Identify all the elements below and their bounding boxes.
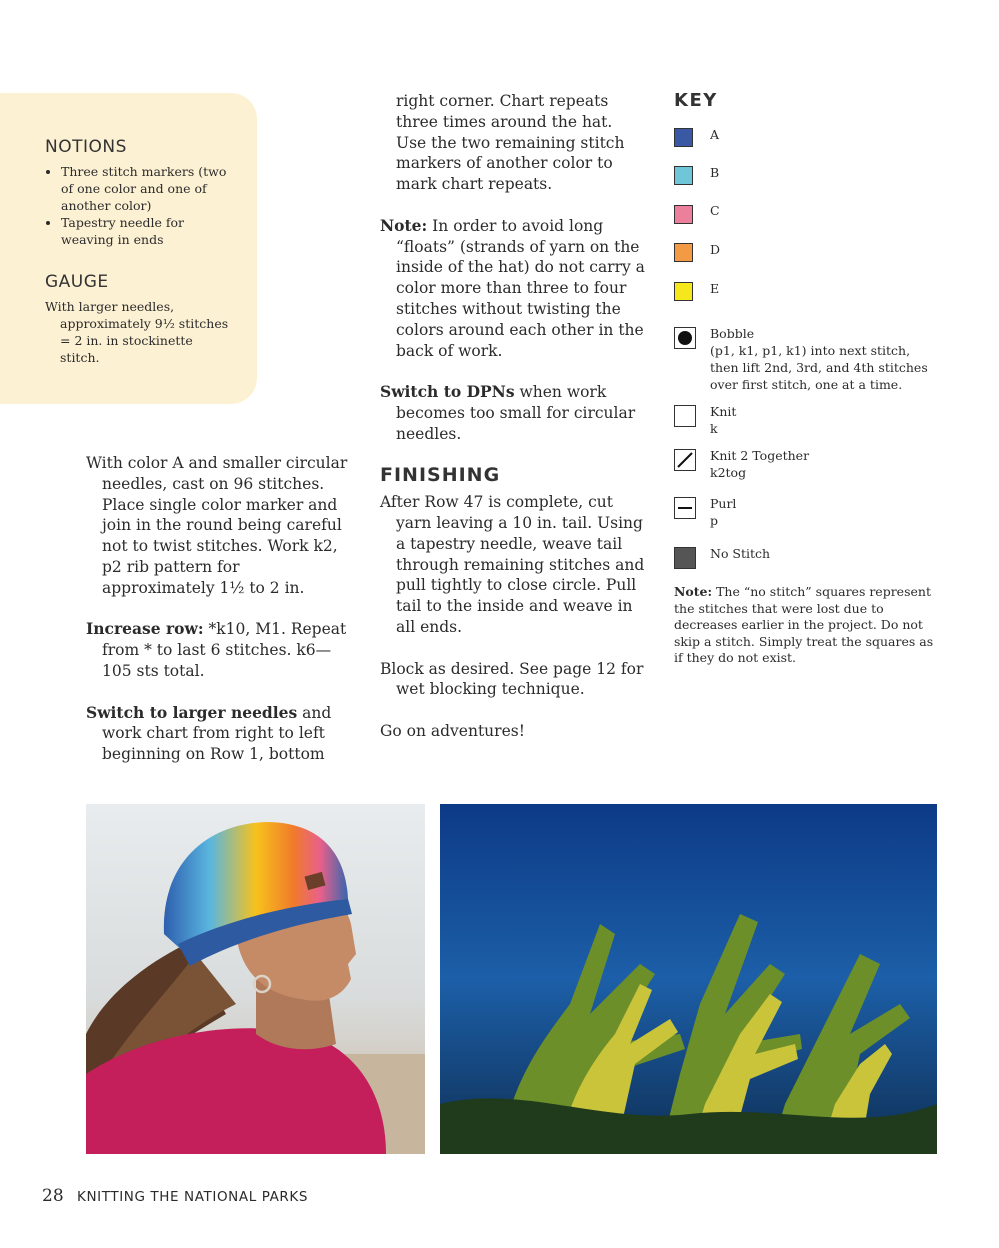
notions-heading: NOTIONS	[45, 137, 127, 157]
cast-on-paragraph: With color A and smaller circular needles, cast on 96 stitches. Place single color marker and join in the round being careful not to twist stitches. Work k2, p2 rib pattern for approximately 1½ to 2 in.	[86, 454, 348, 597]
page-number: 28	[42, 1186, 64, 1206]
finishing-paragraph: After Row 47 is complete, cut yarn leaving a 10 in. tail. Using a tapestry needle, weave tail through remaining stitches and pull tightly to close circle. Pull tail to the inside and weave in all ends.	[380, 493, 645, 636]
notions-item: • Three stitch markers (two of one color and one of another color)	[61, 163, 231, 214]
bobble-icon	[674, 327, 696, 349]
dpn-text: when work becomes too small for circular needles.	[396, 383, 636, 443]
color-label-b: B	[710, 165, 720, 180]
bobble-desc: (p1, k1, p1, k1) into next stitch, then lift 2nd, 3rd, and 4th stitches over first stitch, one at a time.	[710, 343, 928, 392]
photo-woman-wearing-hat	[86, 804, 425, 1154]
color-swatch-b	[674, 166, 693, 185]
knit-name: Knit	[710, 404, 737, 419]
finishing-heading: FINISHING	[380, 464, 501, 487]
key-note	[674, 584, 939, 667]
knit-desc: k	[710, 421, 718, 436]
k2tog-desc: k2tog	[710, 465, 747, 480]
increase-row-paragraph	[86, 619, 351, 681]
no-stitch-icon	[674, 547, 696, 569]
color-label-c: C	[710, 203, 720, 218]
gauge-heading: GAUGE	[45, 272, 109, 292]
color-swatch-d	[674, 243, 693, 262]
floats-note-paragraph	[380, 216, 645, 362]
notions-panel	[0, 93, 257, 404]
color-swatch-a	[674, 128, 693, 147]
note-label: Note:	[380, 215, 428, 235]
purl-label	[710, 495, 935, 529]
adventures-paragraph: Go on adventures!	[380, 721, 525, 740]
gauge-text: With larger needles, approximately 9½ stitches = 2 in. in stockinette stitch.	[45, 299, 229, 365]
color-swatch-e	[674, 282, 693, 301]
notions-item: • Tapestry needle for weaving in ends	[61, 214, 231, 248]
no-stitch-label: No Stitch	[710, 546, 771, 561]
dpn-paragraph	[380, 382, 645, 444]
body-column-1	[86, 453, 351, 786]
dpn-label: Switch to DPNs	[380, 382, 515, 402]
note-text: In order to avoid long “floats” (strands of yarn on the inside of the hat) do not carry a color more than three to four stitches without twisting the colors around each other in the back of work.	[396, 216, 645, 360]
purl-desc: p	[710, 513, 719, 528]
bobble-name: Bobble	[710, 326, 755, 341]
color-swatch-c	[674, 205, 693, 224]
k2tog-label	[710, 447, 935, 481]
purl-icon	[674, 497, 696, 519]
color-label-e: E	[710, 281, 720, 296]
increase-row-label: Increase row:	[86, 619, 204, 639]
key-heading: KEY	[674, 90, 718, 111]
key-note-label: Note:	[674, 584, 713, 599]
bobble-label	[710, 325, 935, 393]
running-title: KNITTING THE NATIONAL PARKS	[77, 1189, 309, 1205]
k2tog-icon	[674, 449, 696, 471]
color-label-d: D	[710, 242, 721, 257]
larger-needles-label: Switch to larger needles	[86, 702, 298, 722]
larger-needles-paragraph	[86, 703, 351, 765]
k2tog-name: Knit 2 Together	[710, 448, 810, 463]
purl-name: Purl	[710, 496, 737, 511]
notions-list	[45, 163, 231, 248]
body-column-2	[380, 91, 645, 763]
knit-icon	[674, 405, 696, 427]
knit-label	[710, 403, 935, 437]
photo-coral-reef	[440, 804, 937, 1154]
key-note-text: The “no stitch” squares represent the stitches that were lost due to decreases earlier in the project. Do not skip a stitch. Simply treat the squares as if they do not exist.	[674, 584, 934, 665]
blocking-paragraph: Block as desired. See page 12 for wet blocking technique.	[380, 659, 644, 699]
larger-needles-text: and work chart from right to left beginning on Row 1, bottom	[102, 703, 332, 764]
chart-repeat-paragraph: right corner. Chart repeats three times around the hat. Use the two remaining stitch markers of another color to mark chart repeats.	[396, 92, 625, 194]
color-label-a: A	[710, 127, 720, 142]
increase-row-text: *k10, M1. Repeat from * to last 6 stitches. k6—105 sts total.	[102, 620, 347, 680]
